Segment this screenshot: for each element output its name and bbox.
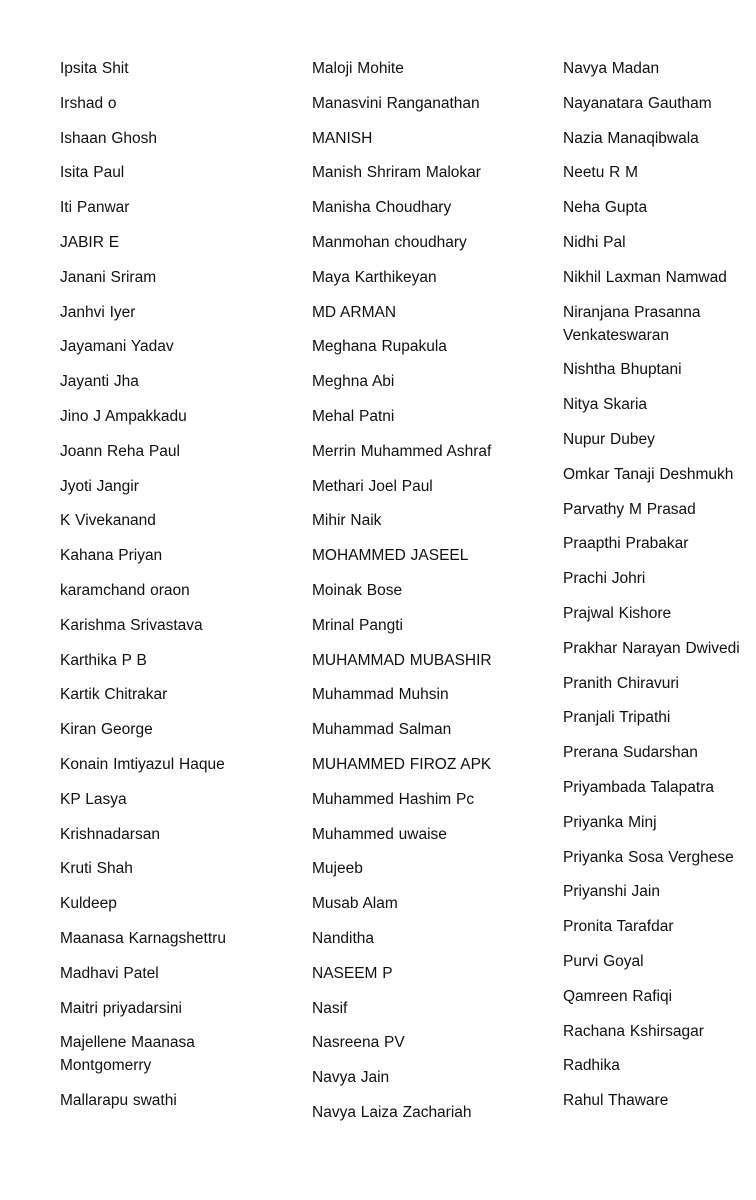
list-item: Madhavi Patel [60,964,159,982]
list-item: Prajwal Kishore [563,604,672,622]
list-item: Mehal Patni [312,407,395,425]
list-item: Maya Karthikeyan [312,268,437,286]
list-item: MD ARMAN [312,303,397,321]
list-item: Meghna Abi [312,373,395,391]
list-item: NASEEM P [312,964,393,982]
name-column-3 [563,57,755,1124]
list-item: Nasif [312,999,348,1017]
list-item: Merrin Muhammed Ashraf [312,442,492,460]
list-item: Nayanatara Gautham [563,94,712,112]
list-item: Purvi Goyal [563,952,644,970]
list-item: Priyambada Talapatra [563,778,714,796]
list-item: Kiran George [60,721,153,739]
list-item: Nupur Dubey [563,430,655,448]
list-item: Kruti Shah [60,860,133,878]
list-item: Jayamani Yadav [60,338,174,356]
list-item: KP Lasya [60,790,127,808]
list-item: Isita Paul [60,164,125,182]
list-item: Nikhil Laxman Namwad [563,268,727,286]
list-item: Kahana Priyan [60,547,163,565]
list-item: Konain Imtiyazul Haque [60,755,225,773]
list-item: Nazia Manaqibwala [563,129,699,147]
list-item: Ishaan Ghosh [60,129,158,147]
list-item: Pronita Tarafdar [563,918,674,936]
list-item: Omkar Tanaji Deshmukh [563,465,734,483]
list-item: Mallarapu swathi [60,1092,177,1110]
list-item: Navya Jain [312,1069,390,1087]
list-item: Neetu R M [563,164,639,182]
list-item: Qamreen Rafiqi [563,987,673,1005]
list-item: Iti Panwar [60,199,130,217]
list-item: Priyanka Sosa Verghese [563,848,734,866]
list-item: Maitri priyadarsini [60,999,182,1017]
list-item: Manish Shriram Malokar [312,164,481,182]
list-item: Muhammad Salman [312,721,452,739]
list-item: Radhika [563,1057,620,1075]
list-item: Moinak Bose [312,581,403,599]
list-item: Neha Gupta [563,199,648,217]
list-item: Jyoti Jangir [60,477,139,495]
list-item: MUHAMMED FIROZ APK [312,755,492,773]
list-item: Muhammed Hashim Pc [312,790,475,808]
name-column-1 [60,57,265,1124]
list-item: Pranith Chiravuri [563,674,679,692]
list-item: Prachi Johri [563,570,646,588]
list-item: Nishtha Bhuptani [563,361,682,379]
list-item: Rachana Kshirsagar [563,1022,704,1040]
list-item: Majellene Maanasa Montgomerry [60,1034,195,1075]
list-item: Mrinal Pangti [312,616,403,634]
list-item: Muhammed uwaise [312,825,447,843]
list-item: Methari Joel Paul [312,477,433,495]
list-item: MANISH [312,129,373,147]
list-item: Maloji Mohite [312,60,404,77]
list-item: Maanasa Karnagshettru [60,929,226,947]
list-item: Nasreena PV [312,1034,405,1052]
list-item: Navya Laiza Zachariah [312,1103,472,1121]
list-item: Niranjana Prasanna Venkateswaran [563,303,701,344]
list-item: Nitya Skaria [563,396,648,414]
list-item: Pranjali Tripathi [563,709,671,727]
list-item: Kartik Chitrakar [60,686,168,704]
list-item: Praapthi Prabakar [563,535,689,553]
list-item: Jayanti Jha [60,373,139,391]
list-item: Manisha Choudhary [312,199,452,217]
list-item: K Vivekanand [60,512,156,530]
list-item: Parvathy M Prasad [563,500,696,518]
list-item: Janani Sriram [60,268,157,286]
list-item: Manasvini Ranganathan [312,94,480,112]
list-item: Nidhi Pal [563,233,626,251]
list-item: Kuldeep [60,895,117,913]
list-item: Prakhar Narayan Dwivedi [563,639,740,657]
list-item: Priyanshi Jain [563,883,660,901]
list-item: MOHAMMED JASEEL [312,547,469,565]
list-item: Krishnadarsan [60,825,160,843]
list-item: Irshad o [60,94,117,112]
list-item: karamchand oraon [60,581,190,599]
list-item: Priyanka Minj [563,813,657,831]
list-item: Manmohan choudhary [312,233,467,251]
list-item: Meghana Rupakula [312,338,447,356]
list-item: Mujeeb [312,860,363,878]
list-item: JABIR E [60,233,120,251]
list-item: Karthika P B [60,651,147,669]
list-item: Jino J Ampakkadu [60,407,187,425]
list-item: Janhvi Iyer [60,303,136,321]
name-column-2 [312,57,517,1136]
list-item: Ipsita Shit [60,60,129,77]
list-item: Karishma Srivastava [60,616,203,634]
list-item: Mihir Naik [312,512,382,530]
list-item: Muhammad Muhsin [312,686,449,704]
list-item: Rahul Thaware [563,1092,669,1110]
list-item: MUHAMMAD MUBASHIR [312,651,492,669]
list-item: Musab Alam [312,895,398,913]
list-item: Nanditha [312,929,375,947]
list-item: Prerana Sudarshan [563,744,698,762]
list-item: Navya Madan [563,60,660,77]
list-item: Joann Reha Paul [60,442,180,460]
